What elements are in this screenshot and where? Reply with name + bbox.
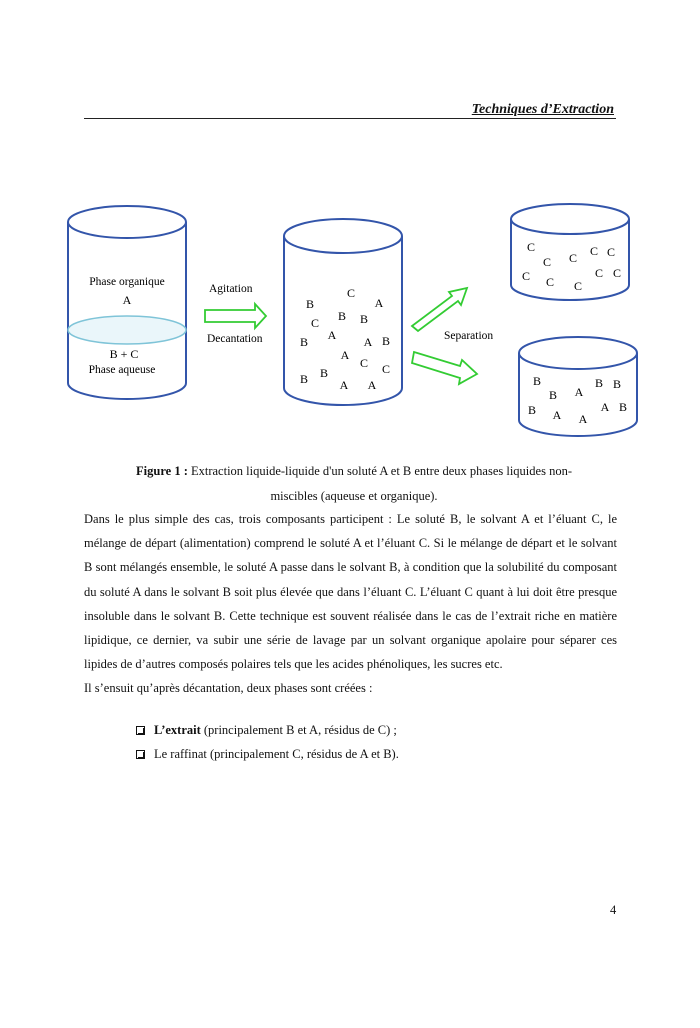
- vessel2-letter: B: [319, 366, 329, 380]
- bullet-item-extrait: [136, 718, 399, 742]
- vessel2-letter: A: [339, 378, 349, 392]
- bullet-item-raffinat: [136, 742, 399, 766]
- vessel3-letter: C: [521, 269, 531, 283]
- vessel3-letter: C: [573, 279, 583, 293]
- paragraph-1: Dans le plus simple des cas, trois composants participent : Le soluté B, le solvant A et l’éluant C, le mélange de départ (alimentation) comprend le soluté A et l’éluant C. Si le mélange de départ et le solvant B sont mélangés ensemble, le soluté A passe dans le solvant B, à condition que la solubilité du composant du soluté A dans le solvant B soit plus élevée que dans l’éluant C. L’éluant C quant à lui doit être presque insoluble dans le solvant B. Cette technique est souvent réalisée dans le cas de l’extrait riche en matière lipidique, ce dernier, va subir une série de lavage par un solvant organique apolaire pour séparer ces lipides de d’autres composés polaires tels que les acides phénoliques, les sucres etc.: [84, 512, 617, 672]
- vessel4-letter: B: [527, 403, 537, 417]
- decantation-label: Decantation: [207, 333, 263, 345]
- extraction-figure: [0, 190, 700, 450]
- vessel4-letter: B: [618, 400, 628, 414]
- vessel2-letter: A: [327, 328, 337, 342]
- vessel2-letter: C: [346, 286, 356, 300]
- vessel4-letter: B: [612, 377, 622, 391]
- bullet-text: (principalement B et A, résidus de C) ;: [200, 723, 397, 737]
- vessel3-letter: C: [612, 266, 622, 280]
- vessel2-letter: B: [337, 309, 347, 323]
- vessel2-letter: A: [367, 378, 377, 392]
- vessel2-letter: B: [305, 297, 315, 311]
- vessel2-letter: C: [381, 362, 391, 376]
- agitation-arrow: [205, 304, 266, 328]
- vessel3-letter: C: [589, 244, 599, 258]
- header-title: Techniques d’Extraction: [471, 102, 614, 117]
- organic-phase-label: Phase organique: [89, 276, 165, 288]
- vessel3-letter: C: [606, 245, 616, 259]
- checkbox-bullet-icon: [136, 750, 145, 759]
- vessel2-letter: B: [299, 335, 309, 349]
- bullet-list: [136, 718, 399, 766]
- header-rule: [84, 118, 616, 119]
- vessel4-letter: B: [548, 388, 558, 402]
- vessel4-letter: B: [594, 376, 604, 390]
- organic-phase-solute: A: [122, 293, 132, 307]
- separation-arrow-down: [412, 352, 477, 384]
- vessel2-letter: C: [310, 316, 320, 330]
- paragraph-2: Il s’ensuit qu’après décantation, deux phases sont créées :: [84, 681, 373, 696]
- figure-caption: [84, 459, 624, 509]
- vessel4-letter: A: [574, 385, 584, 399]
- vessel4-letter: A: [578, 412, 588, 426]
- vessel3-letter: C: [594, 266, 604, 280]
- vessel2-letter: C: [359, 356, 369, 370]
- caption-text-2: miscibles (aqueuse et organique).: [270, 489, 438, 503]
- vessel4-letter: A: [552, 408, 562, 422]
- caption-label: Figure 1 :: [136, 464, 188, 478]
- vessel-3-letters: [522, 240, 621, 293]
- bullet-bold: L’extrait: [154, 723, 201, 737]
- vessel2-letter: A: [363, 335, 373, 349]
- vessel2-letter: B: [381, 334, 391, 348]
- vessel3-letter: C: [542, 255, 552, 269]
- aqueous-phase-label: Phase aqueuse: [88, 364, 156, 376]
- vessel2-letter: A: [340, 348, 350, 362]
- body-text: [84, 507, 617, 701]
- checkbox-bullet-icon: [136, 726, 145, 735]
- page-number: 4: [610, 903, 617, 917]
- caption-text: Extraction liquide-liquide d'un soluté A et B entre deux phases liquides non-: [187, 464, 572, 478]
- phase-interface: [68, 316, 186, 344]
- vessel4-letter: B: [532, 374, 542, 388]
- vessel3-letter: C: [526, 240, 536, 254]
- separation-arrow-up: [412, 288, 467, 331]
- bullet-text: Le raffinat (principalement C, résidus de A et B).: [154, 747, 399, 761]
- vessel2-letter: B: [299, 372, 309, 386]
- vessel-2-letters: [300, 286, 390, 392]
- vessel-4-letters: [528, 374, 627, 426]
- vessel4-letter: A: [600, 400, 610, 414]
- separation-label: Separation: [444, 330, 494, 342]
- agitation-label: Agitation: [209, 283, 253, 295]
- vessel2-letter: A: [374, 296, 384, 310]
- vessel3-letter: C: [568, 251, 578, 265]
- vessel3-letter: C: [545, 275, 555, 289]
- aqueous-phase-solutes: B + C: [109, 347, 139, 361]
- vessel2-letter: B: [359, 312, 369, 326]
